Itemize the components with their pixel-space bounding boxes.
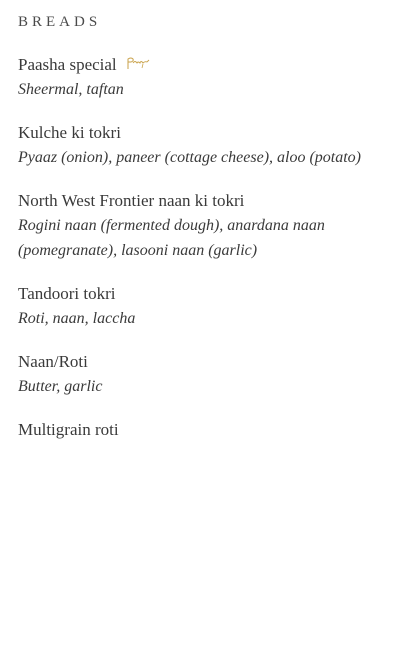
menu-item-description: Butter, garlic (18, 378, 103, 395)
section-title: BREADS (18, 14, 102, 30)
menu-item-description: Sheermal, taftan (18, 81, 124, 98)
menu-item-description: Rogini naan (fermented dough), anardana naan (pomegranate), lasooni naan (garlic) (18, 217, 325, 259)
menu-item-tandoori-tokri (18, 282, 388, 331)
menu-item-description: Pyaaz (onion), paneer (cottage cheese), aloo (potato) (18, 149, 362, 166)
menu-item-paasha-special (18, 53, 388, 102)
menu-item-name: Kulche ki tokri (18, 123, 121, 142)
paasha-signature-logo-icon (125, 54, 151, 70)
menu-item-multigrain-roti (18, 418, 388, 442)
menu-item-name: Naan/Roti (18, 352, 88, 371)
menu-item-naan-roti (18, 350, 388, 399)
menu-item-name: Multigrain roti (18, 420, 119, 439)
menu-item-name: North West Frontier naan ki tokri (18, 191, 245, 210)
menu-item-description: Roti, naan, laccha (18, 310, 136, 327)
menu-item-name: Tandoori tokri (18, 284, 116, 303)
bread-menu (18, 12, 388, 461)
menu-item-kulche-ki-tokri (18, 121, 388, 170)
menu-item-north-west-frontier (18, 189, 388, 263)
menu-item-name: Paasha special (18, 55, 117, 74)
